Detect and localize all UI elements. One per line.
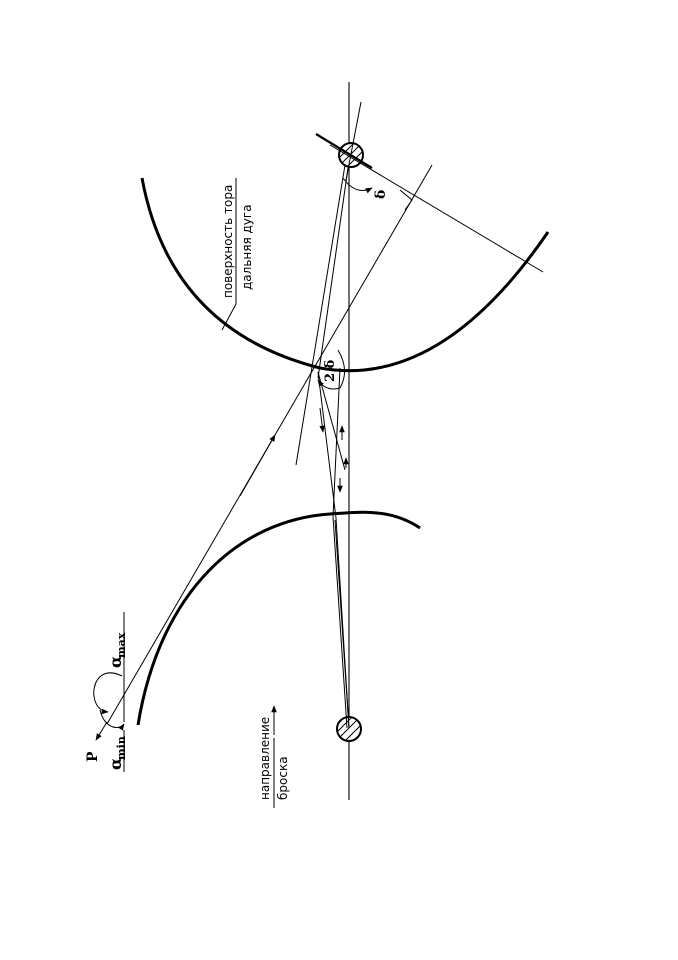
ray-reflect-3 [333,368,340,517]
normal-line [330,145,543,272]
torus-surface-label: поверхность тора [221,184,235,298]
ray-bottom-to-arc [335,520,349,728]
svg-text:max: max [115,632,128,658]
ball-bottom [337,711,363,741]
delta-angle-arc [343,178,372,190]
ray-reflect-1 [318,372,336,518]
point-p-label: P [85,751,101,762]
throw-direction-label-2: броска [276,756,290,800]
svg-text:α: α [106,757,125,770]
throw-direction-label-1: направление [258,716,272,800]
alpha-min-label [106,736,128,770]
throw-arrow [240,435,275,496]
alpha-min-arc [100,710,124,727]
svg-text:α: α [106,655,125,668]
torus-far-arc [142,178,548,371]
torus-near-arc [138,512,420,725]
far-arc-label: дальняя дуга [240,204,254,290]
two-delta-label: 2 δ [323,359,338,382]
delta-label: δ [373,189,389,199]
alpha-max-label [106,632,128,668]
ray-top-to-reflect [318,168,348,378]
p-arrow [96,722,107,740]
ray-to-bottom-2 [333,517,347,728]
svg-text:min: min [115,736,128,760]
